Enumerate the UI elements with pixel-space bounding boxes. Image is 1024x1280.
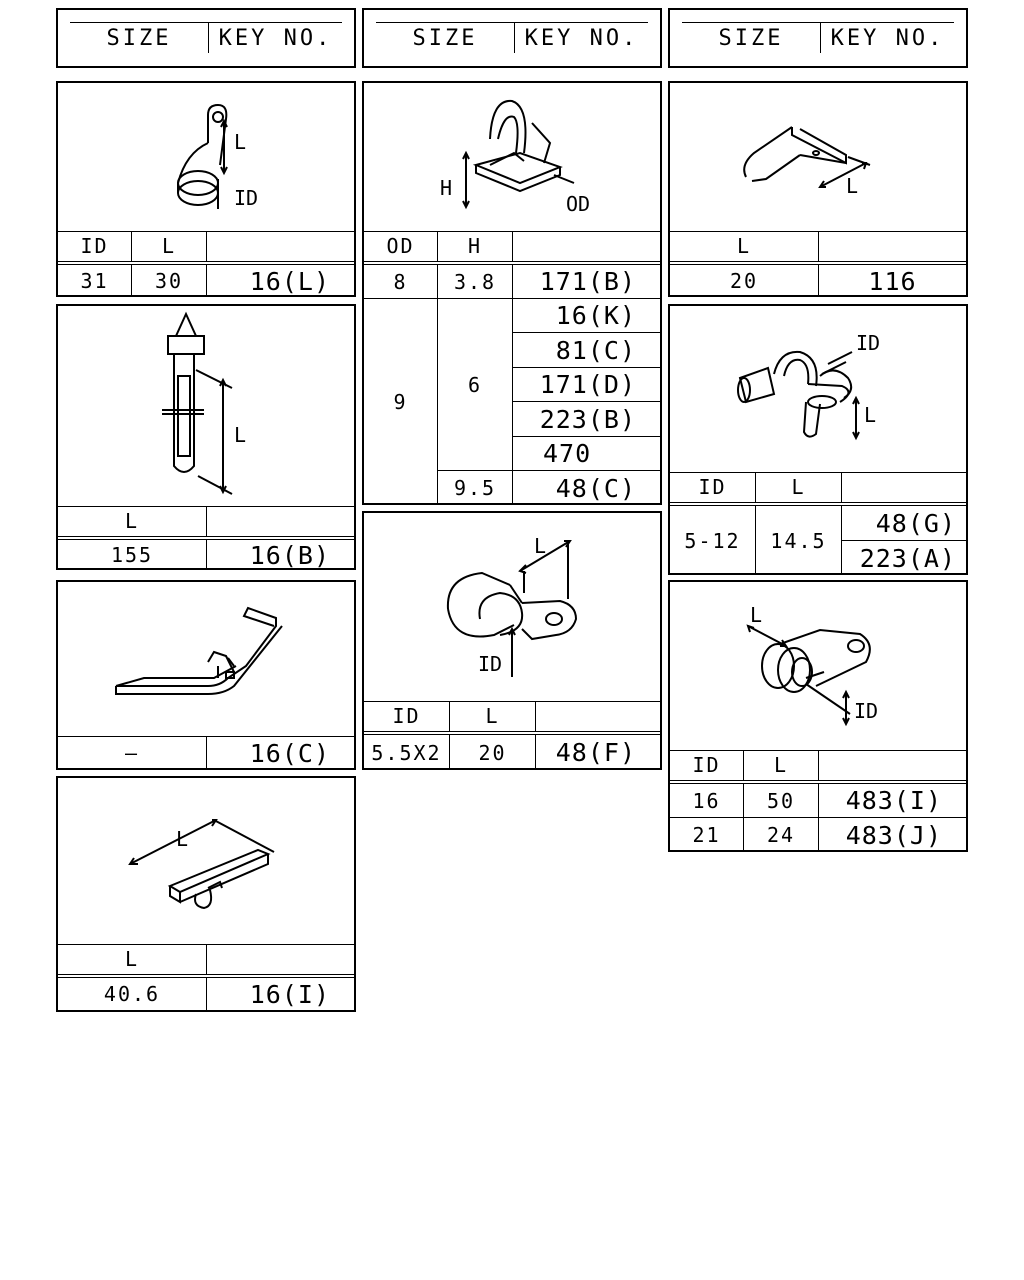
- panel-strap-clip: [56, 580, 356, 770]
- col-l: L: [670, 231, 819, 261]
- key-no: 16(K): [513, 299, 660, 333]
- key-no: 223(B): [513, 402, 660, 437]
- col-l: L: [450, 701, 536, 731]
- col-key: [536, 701, 660, 731]
- header-col3: [668, 8, 968, 68]
- key-no: 16(B): [249, 540, 330, 570]
- key-no: 483(J): [845, 820, 942, 850]
- col-id: ID: [58, 231, 132, 261]
- col-od: OD: [364, 231, 438, 261]
- col-key: [207, 944, 354, 974]
- value-h: 3.8: [438, 265, 513, 298]
- value-l: 30: [132, 265, 207, 297]
- col-l: L: [132, 231, 207, 261]
- double-clamp-drawing: [670, 306, 966, 473]
- key-no: 16(C): [249, 738, 330, 768]
- hook-clip-drawing: [670, 83, 966, 232]
- col-key: [207, 506, 354, 536]
- key-no: 171(B): [539, 267, 636, 296]
- key-no: 81(C): [513, 333, 660, 368]
- panel-oval-clamp: [362, 511, 662, 770]
- dim-label: L: [234, 423, 247, 447]
- col-l: L: [744, 750, 819, 780]
- key-no-header: KEY NO.: [830, 25, 945, 51]
- panel-push-mount-tie: [56, 304, 356, 570]
- size-dash: —: [58, 736, 207, 770]
- key-no-header: KEY NO.: [524, 25, 639, 51]
- panel-cushion-clamp: [668, 580, 968, 852]
- key-no: 48(G): [842, 506, 966, 541]
- size-header: SIZE: [70, 23, 209, 53]
- value-id: 5.5X2: [364, 735, 450, 770]
- push-mount-tie-drawing: [58, 306, 354, 507]
- loop-clamp-drawing: [58, 83, 354, 232]
- value-l: 14.5: [756, 506, 842, 575]
- key-no-header: KEY NO.: [218, 25, 333, 51]
- value-l: 24: [744, 818, 819, 852]
- col-key: [207, 231, 354, 261]
- panel-edge-clip: [362, 81, 662, 505]
- key-no: 171(D): [513, 368, 660, 402]
- col-key: [842, 472, 966, 502]
- col-key: [513, 231, 660, 261]
- size-header: SIZE: [682, 23, 821, 53]
- value-id: 21: [670, 818, 744, 852]
- size-header: SIZE: [376, 23, 515, 53]
- value-h: 6: [438, 299, 513, 471]
- edge-clip-drawing: [364, 83, 660, 232]
- col-key: [819, 231, 966, 261]
- key-no: 48(C): [555, 473, 636, 503]
- col-l: L: [58, 506, 207, 536]
- key-no: 470: [513, 437, 660, 471]
- cushion-clamp-drawing: [670, 582, 966, 751]
- dim-label: OD: [566, 192, 591, 216]
- key-no: 16(I): [249, 979, 330, 1009]
- key-no: 48(F): [555, 738, 636, 767]
- panel-hook-clip: [668, 81, 968, 297]
- col-id: ID: [670, 472, 756, 502]
- dim-label: L: [234, 130, 247, 154]
- col-l: L: [756, 472, 842, 502]
- header-col2: [362, 8, 662, 68]
- col-h: H: [438, 231, 513, 261]
- oval-clamp-drawing: [364, 513, 660, 702]
- value-id: 31: [58, 265, 132, 297]
- col-l: L: [58, 944, 207, 974]
- strap-clip-drawing: [58, 582, 354, 737]
- value-l: 40.6: [58, 978, 207, 1010]
- key-no: 223(A): [859, 543, 956, 573]
- dim-label: L: [176, 827, 189, 851]
- col-key: [819, 750, 966, 780]
- panel-loop-clamp: [56, 81, 356, 297]
- dim-label: ID: [856, 331, 881, 355]
- dim-label: L: [864, 403, 877, 427]
- key-no: 16(L): [249, 266, 330, 296]
- value-id: 5-12: [670, 506, 756, 575]
- flat-clip-drawing: [58, 778, 354, 945]
- col-id: ID: [364, 701, 450, 731]
- value-l: 20: [450, 735, 536, 770]
- dim-label: ID: [854, 699, 879, 723]
- dim-label: L: [534, 534, 547, 558]
- dim-label: ID: [478, 652, 503, 676]
- col-id: ID: [670, 750, 744, 780]
- dim-label: L: [846, 174, 859, 198]
- value-l: 155: [58, 540, 207, 570]
- key-no: 116: [868, 266, 917, 296]
- key-no: 483(I): [845, 786, 942, 815]
- value-od: 8: [364, 265, 438, 298]
- value-l: 50: [744, 784, 819, 817]
- dim-label: H: [440, 176, 453, 200]
- value-l: 20: [670, 265, 819, 297]
- header-col1: [56, 8, 356, 68]
- dim-label: ID: [234, 186, 259, 210]
- value-od: 9: [364, 299, 438, 505]
- value-h: 9.5: [438, 471, 513, 505]
- dim-label: L: [750, 603, 763, 627]
- panel-double-clamp: [668, 304, 968, 575]
- value-id: 16: [670, 784, 744, 817]
- panel-flat-clip: [56, 776, 356, 1012]
